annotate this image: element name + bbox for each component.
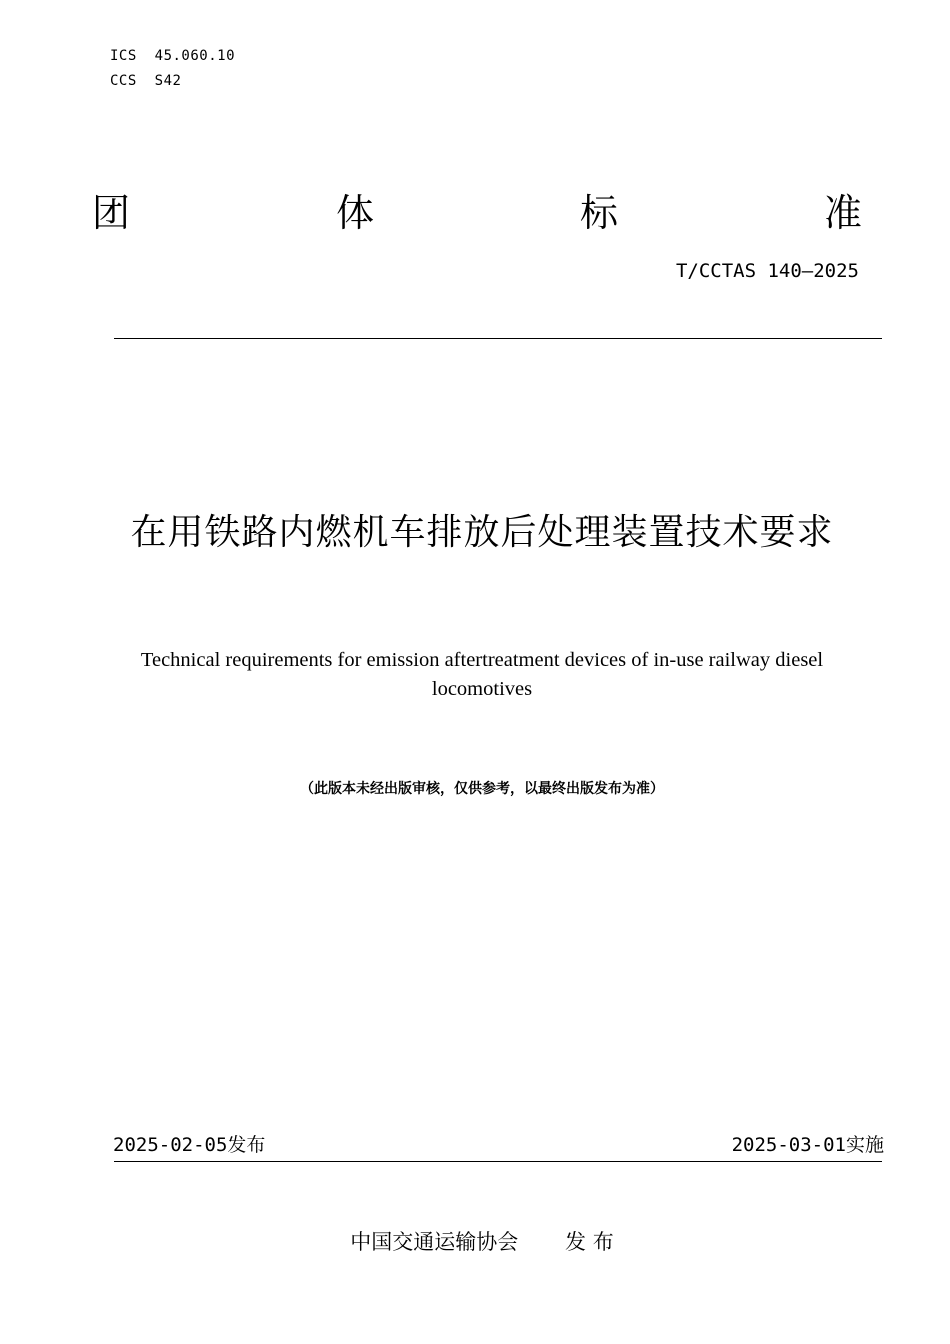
implement-date: 2025-03-01 — [731, 1134, 846, 1156]
draft-notice: （此版本未经出版审核，仅供参考，以最终出版发布为准） — [300, 781, 664, 797]
issuer-label: 发 布 — [565, 1230, 614, 1254]
implement-date-line — [732, 1132, 884, 1158]
doc-type-char: 准 — [823, 191, 862, 235]
doc-type-char: 团 — [92, 191, 131, 235]
implement-label: 实施 — [845, 1134, 884, 1156]
publish-label: 发布 — [227, 1134, 266, 1156]
document-type-heading — [92, 190, 862, 236]
ics-code: ICS 45.060.10 — [110, 48, 236, 64]
doc-type-char: 体 — [335, 191, 374, 235]
issuer-line — [100, 1226, 864, 1256]
issuing-organization: 中国交通运输协会 — [350, 1230, 519, 1254]
ccs-code: CCS S42 — [110, 73, 182, 89]
chinese-title: 在用铁路内燃机车排放后处理装置技术要求 — [130, 512, 834, 553]
footer-divider — [114, 1161, 882, 1162]
doc-type-char: 标 — [579, 191, 618, 235]
standard-number: T/CCTAS 140—2025 — [675, 260, 859, 282]
publish-date: 2025-02-05 — [113, 1134, 228, 1156]
publish-date-line — [113, 1132, 265, 1158]
header-divider — [114, 338, 882, 339]
english-title: Technical requirements for emission aftertreatment devices of in-use railway diesel locomotives — [140, 649, 824, 700]
